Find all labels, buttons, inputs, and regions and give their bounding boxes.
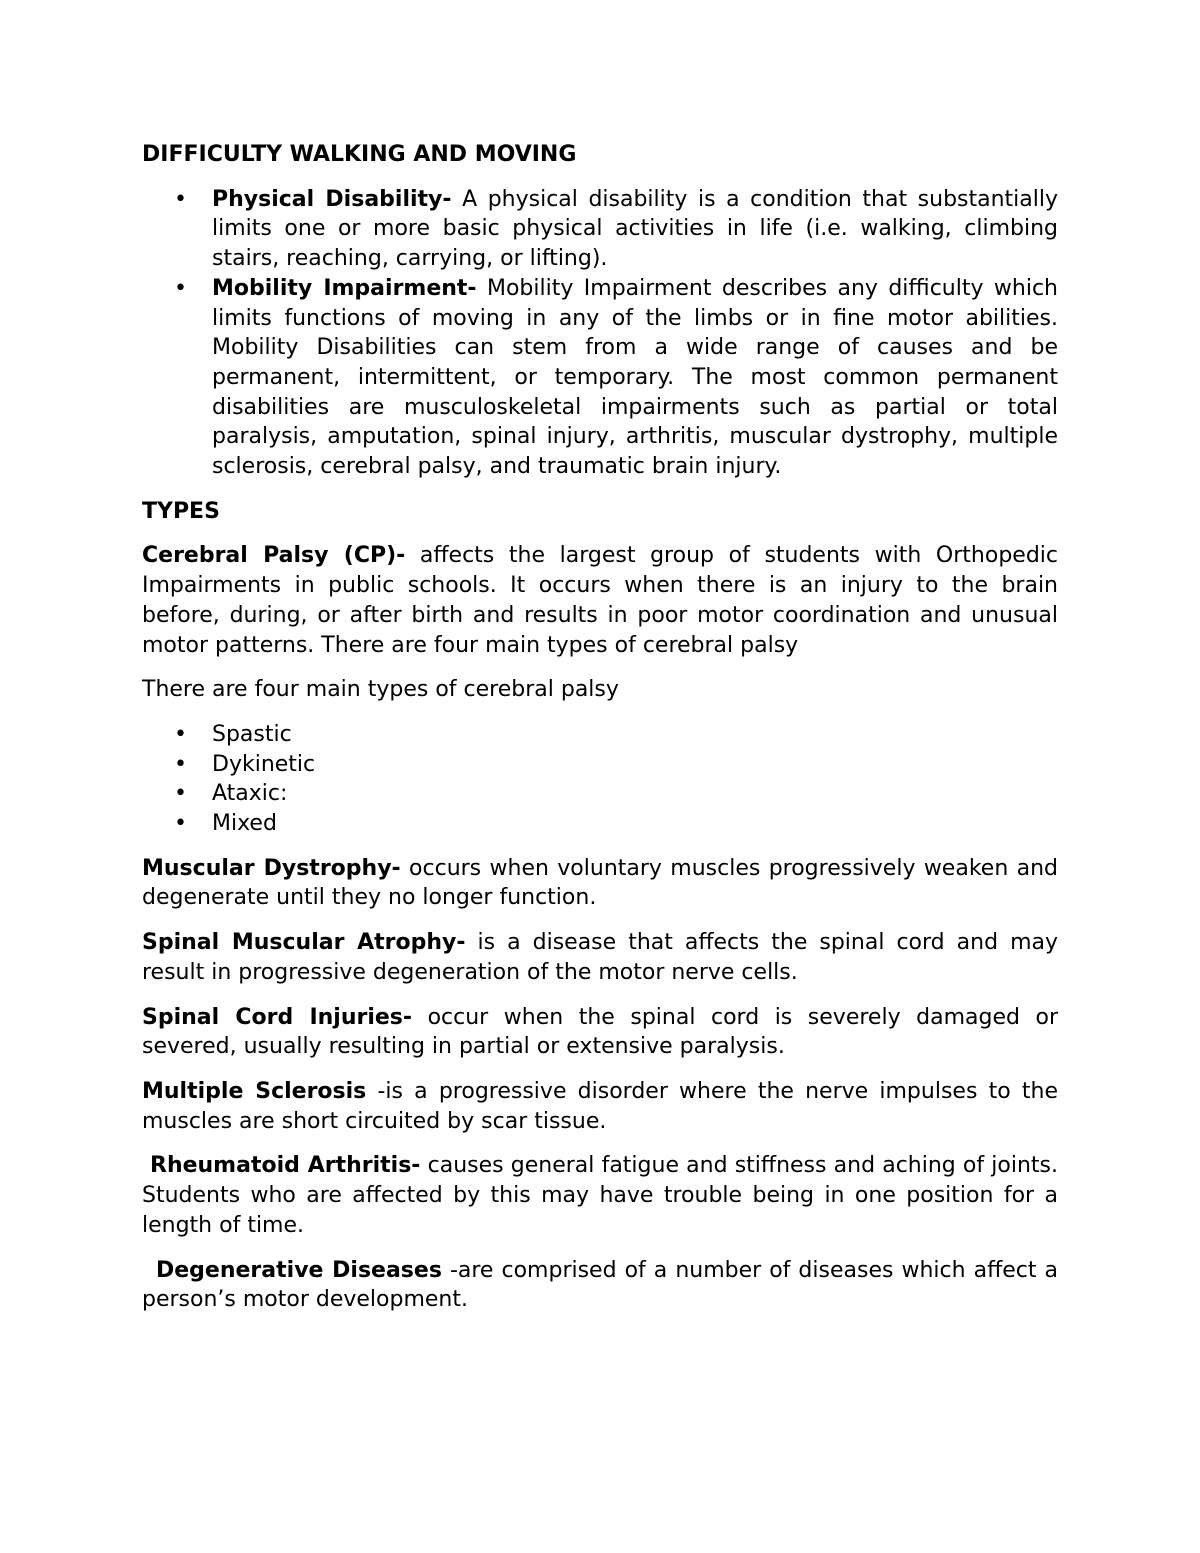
definition-rheumatoid-arthritis: causes general fatigue and stiffness and aching of joints. Students who are affected by this may have trouble being in one position for a length of time.	[142, 1153, 1059, 1238]
bullet-icon: •	[174, 781, 187, 807]
cp-types-intro: There are four main types of cerebral palsy	[142, 677, 619, 703]
term-muscular-dystrophy: Muscular Dystrophy-	[142, 855, 401, 881]
term-mobility-impairment: Mobility Impairment-	[212, 275, 477, 301]
list-item	[142, 809, 1058, 839]
definition-muscular-dystrophy: occurs when voluntary muscles progressively weaken and degenerate until they no longer function.	[142, 855, 1059, 911]
bullet-icon: •	[174, 811, 187, 837]
definition-mobility-impairment: Mobility Impairment describes any difficulty which limits functions of moving in any of the limbs or in fine motor abilities. Mobility Disabilities can stem from a wide range of causes and be permanent, intermittent, or temporary. The most common permanent disabilities are musculoskeletal impairments such as partial or total paralysis, amputation, spinal injury, arthritis, muscular dystrophy, multiple sclerosis, cerebral palsy, and traumatic brain injury.	[212, 275, 1058, 480]
list-item-physical-disability	[142, 185, 1058, 274]
bullet-icon: •	[174, 721, 187, 747]
list-item-mobility-impairment	[142, 274, 1058, 482]
paragraph-muscular-dystrophy	[142, 854, 1058, 913]
cp-type-label: Dykinetic	[212, 751, 316, 777]
document-page	[142, 140, 1058, 1330]
definition-multiple-sclerosis: -is a progressive disorder where the nerve impulses to the muscles are short circuited by scar tissue.	[142, 1078, 1058, 1134]
list-item	[142, 720, 1058, 750]
definition-spinal-cord-injuries: occur when the spinal cord is severely damaged or severed, usually resulting in partial or extensive paralysis.	[142, 1004, 1058, 1060]
paragraph-rheumatoid-arthritis	[142, 1151, 1058, 1240]
bullet-icon: •	[174, 275, 187, 301]
paragraph-spinal-muscular-atrophy	[142, 928, 1058, 987]
term-physical-disability: Physical Disability-	[212, 186, 452, 212]
cp-type-label: Spastic	[212, 721, 292, 747]
term-spinal-cord-injuries: Spinal Cord Injuries-	[142, 1004, 413, 1030]
term-multiple-sclerosis: Multiple Sclerosis	[142, 1078, 367, 1104]
paragraph-multiple-sclerosis	[142, 1077, 1058, 1136]
term-rheumatoid-arthritis: Rheumatoid Arthritis-	[150, 1153, 421, 1179]
term-degenerative-diseases: Degenerative Diseases	[156, 1257, 442, 1283]
term-spinal-muscular-atrophy: Spinal Muscular Atrophy-	[142, 930, 466, 956]
cp-type-label: Ataxic:	[212, 781, 288, 807]
paragraph-spinal-cord-injuries	[142, 1003, 1058, 1062]
bullet-icon: •	[174, 751, 187, 777]
bullet-icon: •	[174, 186, 187, 212]
definition-spinal-muscular-atrophy: is a disease that affects the spinal cord and may result in progressive degeneration of the motor nerve cells.	[142, 930, 1058, 985]
paragraph-cerebral-palsy	[142, 541, 1058, 660]
types-heading: TYPES	[142, 498, 220, 524]
definition-degenerative-diseases: -are comprised of a number of diseases which affect a person’s motor development.	[142, 1257, 1058, 1313]
paragraph-degenerative-diseases	[142, 1256, 1058, 1315]
intro-list	[142, 185, 1058, 482]
definition-physical-disability: A physical disability is a condition that substantially limits one or more basic physical activities in life (i.e. walking, climbing stairs, reaching, carrying, or lifting).	[212, 186, 1059, 272]
definition-cerebral-palsy: affects the largest group of students with Orthopedic Impairments in public schools. It occurs when there is an injury to the brain before, during, or after birth and results in poor motor coordination and unusual motor patterns. There are four main types of cerebral palsy	[142, 543, 1058, 658]
cp-type-label: Mixed	[212, 811, 277, 837]
list-item	[142, 779, 1058, 809]
list-item	[142, 750, 1058, 780]
cp-types-list	[142, 720, 1058, 839]
term-cerebral-palsy: Cerebral Palsy (CP)-	[142, 543, 406, 569]
page-title: DIFFICULTY WALKING AND MOVING	[142, 142, 577, 167]
